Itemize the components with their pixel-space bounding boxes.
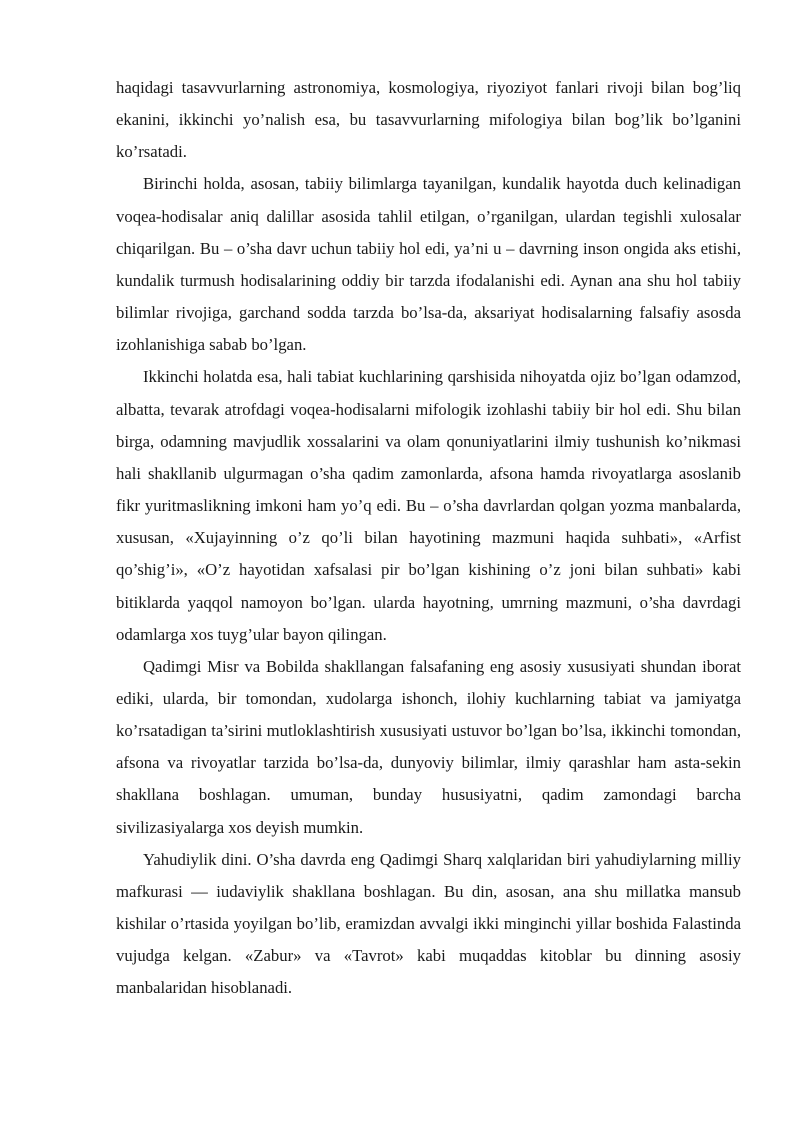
paragraph-first-case: Birinchi holda, asosan, tabiiy bilimlarga tayanilgan, kundalik hayotda duch kelinadigan voqea-hodisalar aniq dalillar asosida tahlil etilgan, o’rganilgan, ulardan tegishli xulosalar chiqarilgan. Bu – o’sha davr uchun tabiiy hol edi, ya’ni u – davrning inson ongida aks etishi, kundalik turmush hodisalarining oddiy bir tarzda ifodalanishi edi. Aynan ana shu hol tabiiy bilimlar rivojiga, garchand sodda tarzda bo’lsa-da, aksariyat hodisalarning falsafiy asosda izohlanishiga sabab bo’lgan.	[116, 174, 741, 355]
paragraph-second-case: Ikkinchi holatda esa, hali tabiat kuchlarining qarshisida nihoyatda ojiz bo’lgan odamzod, albatta, tevarak atrofdagi voqea-hodisalarni mifologik izohlashi tabiiy bir hol edi. Shu bilan birga, odamning mavjudlik xossalarini va olam qonuniyatlarini ilmiy tushunish ko’nikmasi hali shakllanib ulgurmagan o’sha qadim zamonlarda, afsona hamda rivoyatlarga asoslanib fikr yuritmaslikning imkoni ham yo’q edi. Bu – o’sha davrlardan qolgan yozma manbalarda, xususan, «Xujayinning o’z qo’li bilan hayotining mazmuni haqida suhbati», «Arfist qo’shig’i», «O’z hayotidan xafsalasi pir bo’lgan kishining o’z joni bilan suhbati» kabi bitiklarda yaqqol namoyon bo’lgan. ularda hayotning, umrning mazmuni, o’sha davrdagi odamlarga xos tuyg’ular bayon qilingan.	[116, 367, 741, 644]
document-page	[116, 72, 741, 1005]
paragraph-egypt-babylon: Qadimgi Misr va Bobilda shakllangan falsafaning eng asosiy xususiyati shundan iborat ediki, ularda, bir tomondan, xudolarga ishonch, ilohiy kuchlarning tabiat va jamiyatga ko’rsatadigan ta’sirini mutloklashtirish xususiyati ustuvor bo’lgan bo’lsa, ikkinchi tomondan, afsona va rivoyatlar tarzida bo’lsa-da, dunyoviy bilimlar, ilmiy qarashlar ham asta-sekin shakllana boshlagan. umuman, bunday hususiyatni, qadim zamondagi barcha sivilizasiyalarga xos deyish mumkin.	[116, 656, 741, 837]
paragraph-judaism: Yahudiylik dini. O’sha davrda eng Qadimgi Sharq xalqlaridan biri yahudiylarning milliy mafkurasi — iudaviylik shakllana boshlagan. Bu din, asosan, ana shu millatka mansub kishilar o’rtasida yoyilgan bo’lib, eramizdan avvalgi ikki minginchi yillar boshida Falastinda vujudga kelgan. «Zabur» va «Tavrot» kabi muqaddas kitoblar bu dinning asosiy manbalaridan hisoblanadi.	[116, 849, 741, 998]
paragraph-continued: haqidagi tasavvurlarning astronomiya, kosmologiya, riyoziyot fanlari rivoji bilan bog’liq ekanini, ikkinchi yo’nalish esa, bu tasavvurlarning mifologiya bilan bog’lik bo’lganini ko’rsatadi.	[116, 78, 741, 162]
